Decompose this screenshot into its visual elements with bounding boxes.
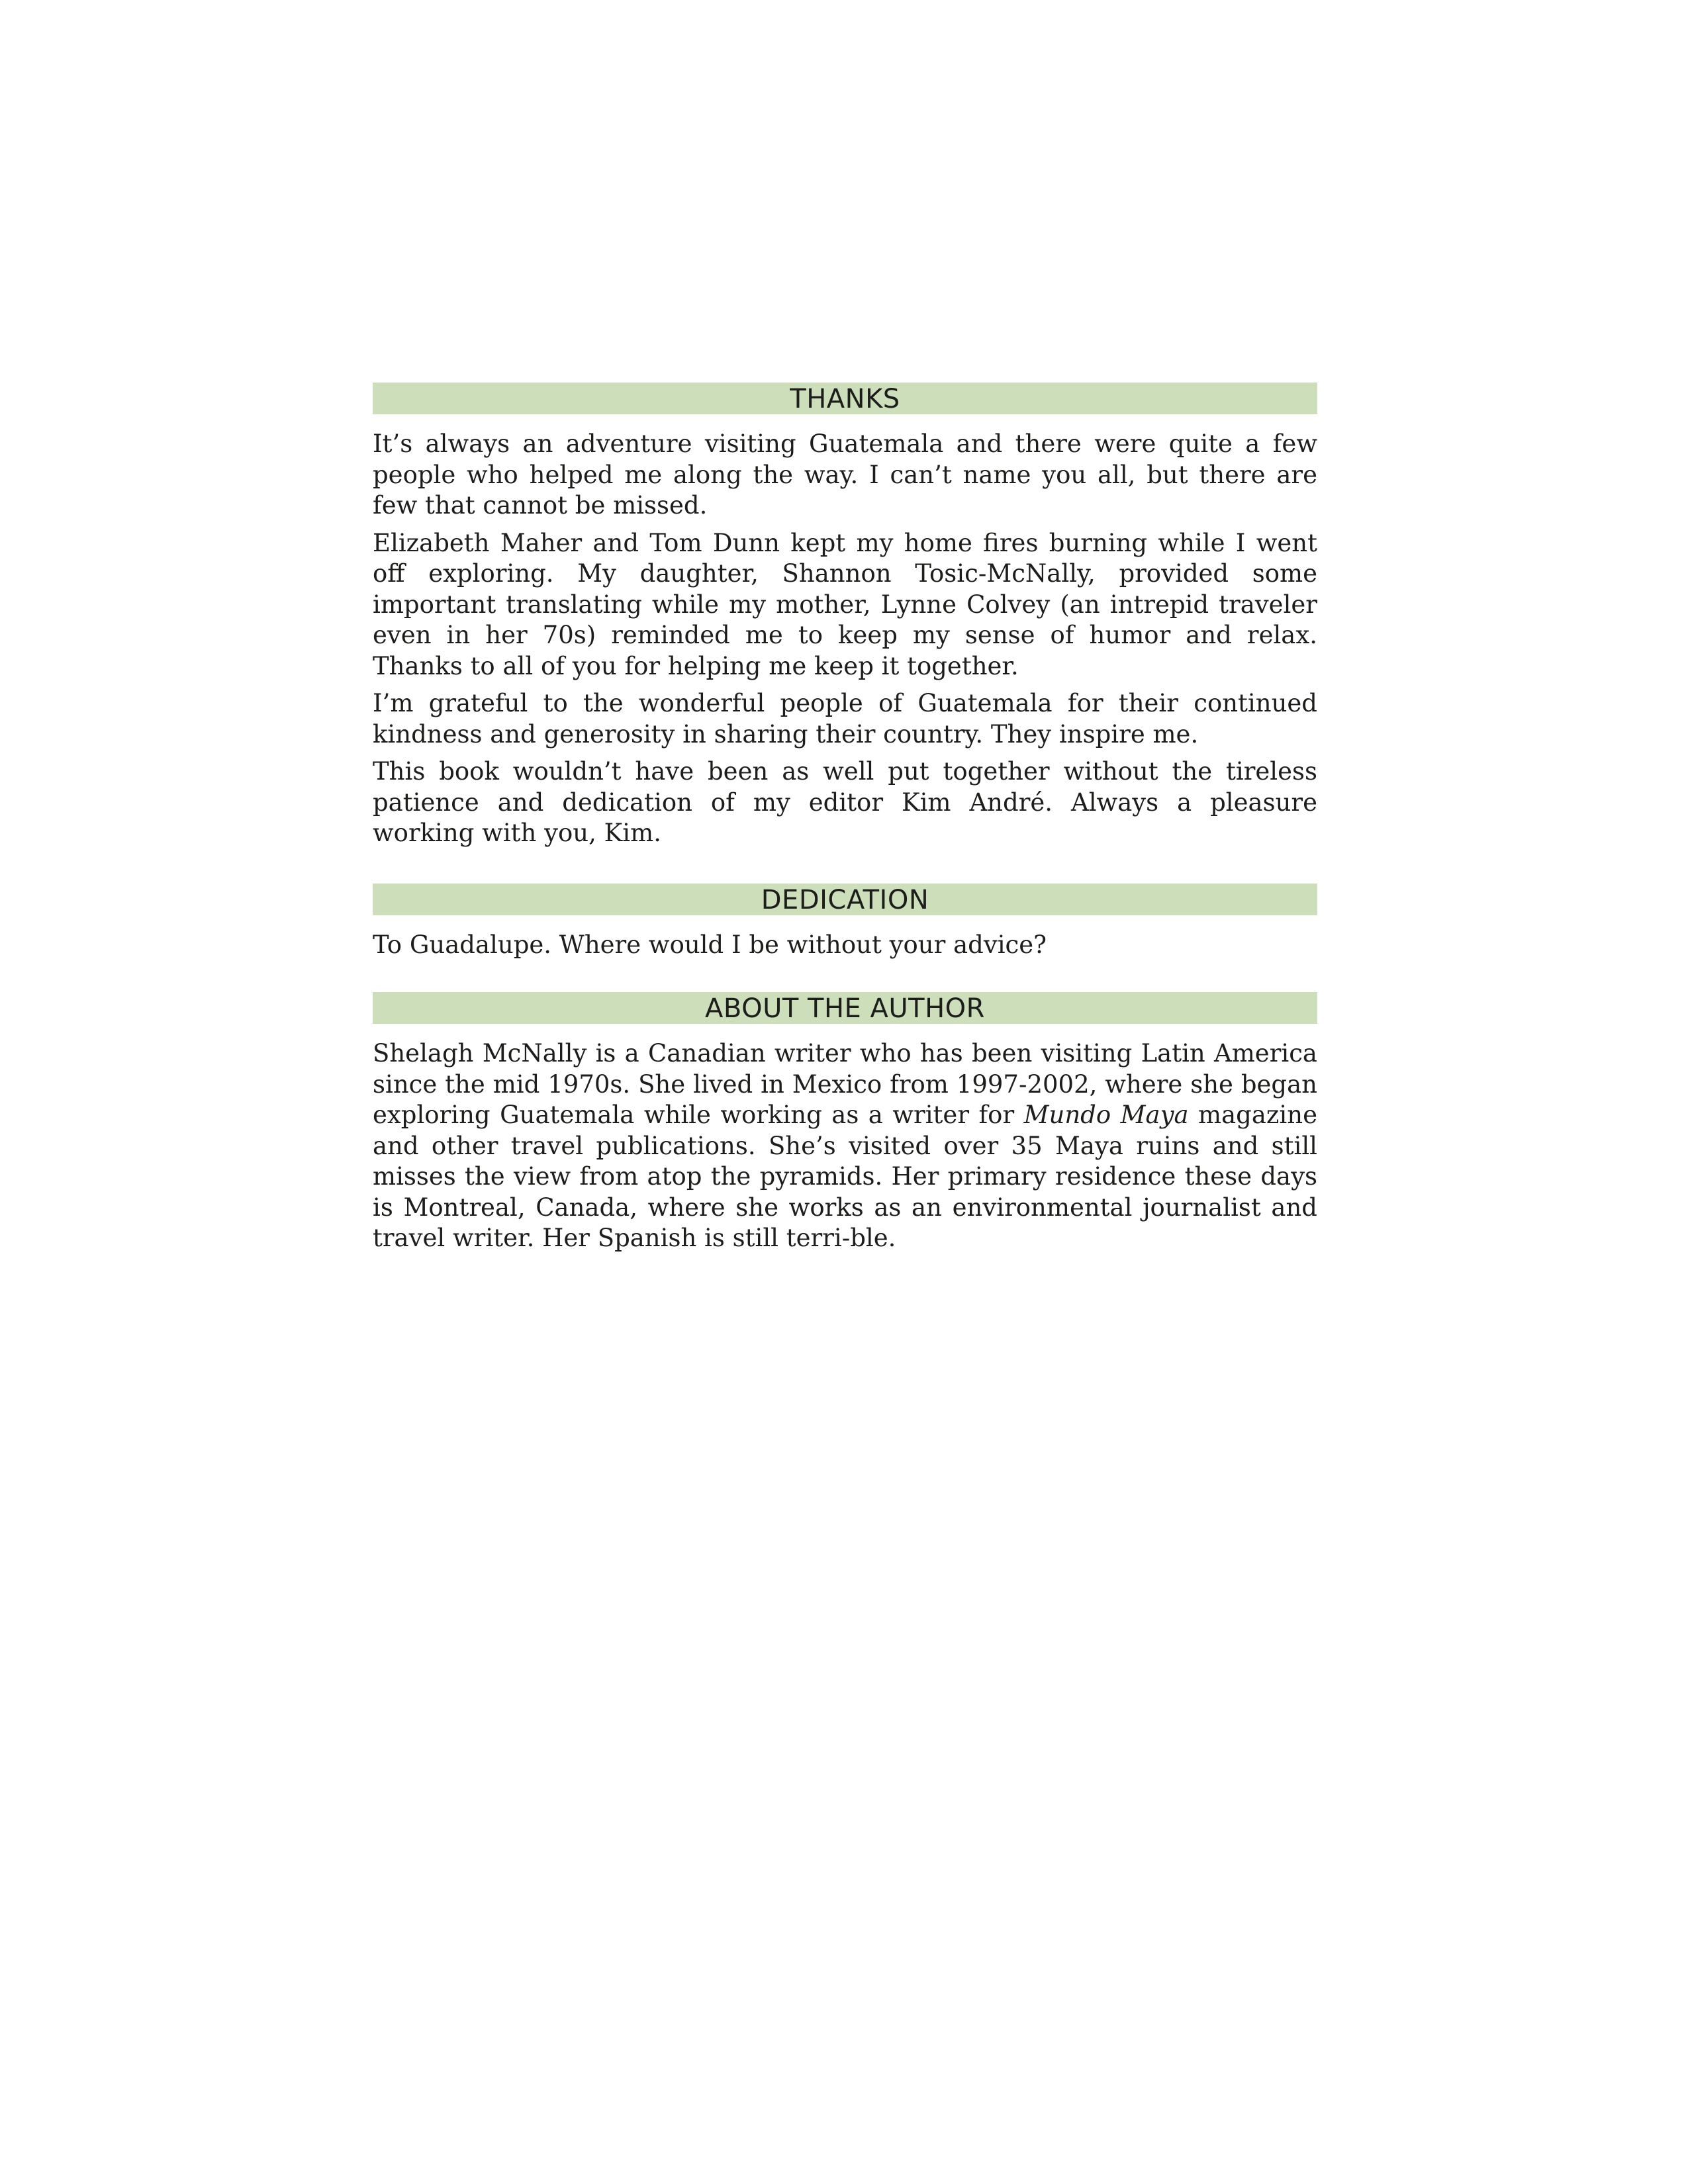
about-author-heading: ABOUT THE AUTHOR [373,992,1317,1024]
thanks-section [373,383,1317,849]
page-content [373,383,1317,1261]
thanks-paragraph-2: Elizabeth Maher and Tom Dunn kept my home fires burning while I went off exploring. My daughter, Shannon Tosic-McNally, provided some important translating while my mother, Lynne Colvey (an intrepid traveler even in her 70s) reminded me to keep my sense of humor and relax. Thanks to all of you for helping me keep it together. [373,528,1317,680]
dedication-heading: DEDICATION [373,884,1317,915]
magazine-title: Mundo Maya [1023,1101,1189,1129]
dedication-text: To Guadalupe. Where would I be without your advice? [373,930,1047,959]
thanks-body [373,429,1317,849]
dedication-section [373,884,1317,961]
thanks-paragraph-1: It’s always an adventure visiting Guatemala and there were quite a few people who helped me along the way. I can’t name you all, but there are few that cannot be missed. [373,430,1317,520]
about-text-before: Shelagh McNally is a Canadian writer who has been visiting Latin America since the mid 1970s. She lived in Mexico from 1997-2002, where she began exploring Guatemala while working as a writer for [373,1039,1317,1129]
thanks-heading: THANKS [373,383,1317,414]
thanks-paragraph-4: This book wouldn’t have been as well put together without the tireless patience and dedication of my editor Kim André. Always a pleasure working with you, Kim. [373,757,1317,847]
about-author-text [373,1038,1317,1254]
about-text-after: magazine and other travel publications. She’s visited over 35 Maya ruins and still misses the view from atop the pyramids. Her primary residence these days is Montreal, Canada, where she works as an environmental journalist and travel writer. Her Spanish is still terri-ble. [373,1101,1317,1252]
about-author-body [373,1038,1317,1254]
dedication-body [373,930,1317,961]
thanks-paragraph-3: I’m grateful to the wonderful people of Guatemala for their continued kindness and generosity in sharing their country. They inspire me. [373,689,1317,749]
about-author-section [373,992,1317,1254]
